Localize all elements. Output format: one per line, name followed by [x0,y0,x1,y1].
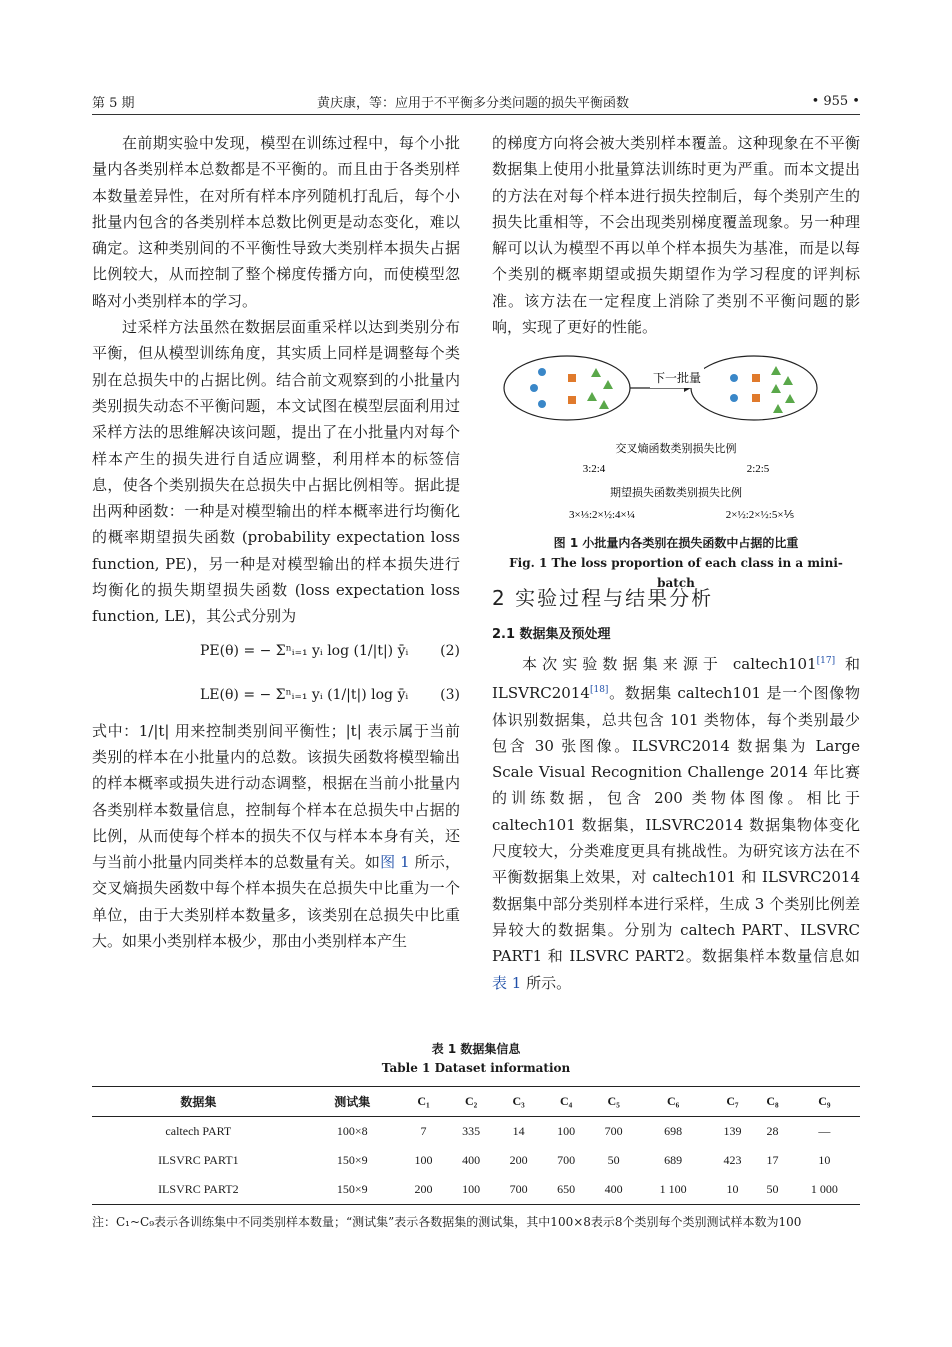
class-triangle-icon [587,392,597,401]
class-square-icon [568,396,576,404]
exp-ratio-left: 3×⅓:2×½:4×¼ [569,509,635,522]
table-row [92,1117,860,1147]
table-cell: 100×8 [336,1124,368,1138]
header-rule [92,114,860,115]
table-cell: ILSVRC PART1 [158,1153,239,1167]
table-cell: 700 [509,1182,528,1196]
figure-1 [492,344,860,590]
table-header: 测试集 [334,1095,371,1109]
table-cell: 14 [512,1124,525,1138]
table-header: C₇ [726,1094,739,1108]
table-cell: 28 [766,1124,779,1138]
left-column [92,130,460,954]
running-title: 黄庆康，等：应用于不平衡多分类问题的损失平衡函数 [317,95,630,111]
class-circle-icon [530,384,538,392]
table-cell: 700 [557,1153,576,1167]
table-cell: 689 [664,1153,683,1167]
table-1 [92,1040,860,1233]
equation-2 [92,630,460,674]
table-cell: 150×9 [336,1182,368,1196]
exp-ratio-title: 期望损失函数类别损失比例 [610,486,742,500]
table-header: C₄ [560,1094,573,1108]
table-header: C₅ [607,1094,620,1108]
table-cell: — [818,1124,831,1138]
paragraph: 式中：1/|t| 用来控制类别间平衡性；|t| 表示属于当前类别的样本在小批量内的总数。该损失函数将模型输出的样本概率或损失进行动态调整，根据在当前小批量内各类别样本数量信息，控制每个样本在总损失中占据的比例，从而使每个样本的损失不仅与样本本身有关，还与当前小批量内同类样本的总数量有关。如图 1 所示，交叉熵损失函数中每个样本损失在总损失中比重为一个单位，由于大类别样本数量多，该类别在总损失中比重大。如果小类别样本极少，那由小类别样本产生 [92,721,460,951]
table-header-row [92,1087,860,1117]
class-triangle-icon [773,404,783,413]
ce-ratio-left: 3:2:4 [582,463,606,476]
exp-ratio-right: 2×½:2×½:5×⅕ [725,509,795,522]
table-cell: 650 [557,1182,576,1196]
table-cell: 10 [726,1182,739,1196]
class-circle-icon [730,374,738,382]
ce-ratio-right: 2:2:5 [746,463,770,476]
table-header: C₃ [512,1094,525,1108]
section-title: 2 实验过程与结果分析 [492,586,714,611]
table-cell: 7 [420,1124,427,1138]
table-cell: 100 [414,1153,433,1167]
table-cell: 50 [766,1182,779,1196]
table-cell: 150×9 [336,1153,368,1167]
table-cell: 200 [509,1153,528,1167]
table-header: 数据集 [180,1095,217,1109]
equation-number: (3) [440,687,460,704]
table-caption-en: Table 1 Dataset information [381,1061,571,1075]
table-link[interactable]: 表 1 [492,973,522,992]
table-note: 注：C₁~C₉表示各训练集中不同类别样本数量；“测试集”表示各数据集的测试集，其中100×8表示8个类别每个类别测试样本数为100 [92,1215,802,1229]
table-cell: 10 [818,1153,831,1167]
table-row [92,1175,860,1205]
ce-ratio-title: 交叉熵函数类别损失比例 [615,442,737,456]
table-cell: 1 000 [810,1182,838,1196]
table-cell: 100 [462,1182,481,1196]
table-cell: 700 [604,1124,623,1138]
citation-link[interactable]: [17] [816,655,836,666]
class-triangle-icon [599,400,609,409]
paragraph: 本次实验数据集来源于 caltech101[17] 和 ILSVRC2014[18]。数据集 caltech101 是一个图像物体识别数据集，总共包含 101 类物体，每个类别最少包含 30 张图像。ILSVRC2014 数据集为 Large Scale Visual Recognition Challenge 2014 年比赛的训练数据，包含 200 类物体图像。相比于 caltech101 数据集，ILSVRC2014 数据集物体变化尺度较大，分类难度更具有挑战性。为研究该方法在不平衡数据集上效果，对 caltech101 和 ILSVRC2014 数据集中部分类别样本进行采样，生成 3 个类别比例差异较大的数据集。分别为 caltech PART、ILSVRC PART1 和 ILSVRC PART2。数据集样本数量信息如表 1 所示。 [492,654,860,992]
paragraph: 在前期实验中发现，模型在训练过程中，每个小批量内各类别样本总数都是不平衡的。而且由于各类别样本数量差异性，在对所有样本序列随机打乱后，每个小批量内包含的各类别样本总数比例更是动态变化，难以确定。这种类别间的不平衡性导致大类别样本损失占据比例较大，从而控制了整个梯度传播方向，而使模型忽略对小类别样本的学习。 [92,134,460,310]
table-cell: 1 100 [659,1182,687,1196]
class-circle-icon [538,368,546,376]
subsection-title: 2.1 数据集及预处理 [492,626,611,642]
table-cell: 200 [414,1182,433,1196]
figure-link[interactable]: 图 1 [380,853,410,872]
class-triangle-icon [785,394,795,403]
table-cell: 698 [664,1124,683,1138]
citation-link[interactable]: [18] [589,685,609,696]
class-circle-icon [730,394,738,402]
class-triangle-icon [603,380,613,389]
class-circle-icon [538,400,546,408]
table-cell: 400 [462,1153,481,1167]
table-header: C₈ [766,1094,779,1108]
issue-number: 第 5 期 [92,95,135,111]
table-header: C₁ [417,1094,430,1108]
table-cell: 100 [557,1124,576,1138]
class-square-icon [568,374,576,382]
class-triangle-icon [771,384,781,393]
table-cell: 335 [462,1124,481,1138]
equation-3 [92,674,460,718]
class-triangle-icon [783,376,793,385]
table-cell: 139 [723,1124,742,1138]
class-square-icon [752,374,760,382]
table-cell: 50 [607,1153,620,1167]
equation-body: PE(θ) = − Σⁿᵢ₌₁ yᵢ log (1/|t|) ȳᵢ [200,643,409,660]
table-row [92,1146,860,1175]
class-triangle-icon [771,366,781,375]
paragraph: 的梯度方向将会被大类别样本覆盖。这种现象在不平衡数据集上使用小批量算法训练时更为严重。而本文提出的方法在对每个样本进行损失控制后，每个类别产生的损失比重相等，不会出现类别梯度覆盖现象。另一种理解可以认为模型不再以单个样本损失为基准，而是以每个类别的概率期望或损失期望作为学习程度的评判标准。该方法在一定程度上消除了类别不平衡问题的影响，实现了更好的性能。 [492,134,860,337]
right-column [492,130,860,996]
page-number: • 955 • [811,93,860,109]
figure-caption-cn: 图 1 小批量内各类别在损失函数中占据的比重 [553,535,799,550]
table-header: C₉ [818,1094,831,1108]
dataset-table [92,1086,860,1205]
figure-diagram [492,344,860,524]
equation-number: (2) [440,643,460,660]
table-cell: ILSVRC PART2 [158,1182,239,1196]
arrow-label: 下一批量 [652,371,702,386]
equation-body: LE(θ) = − Σⁿᵢ₌₁ yᵢ (1/|t|) log ȳᵢ [200,687,409,704]
running-header [92,90,860,112]
figure-caption-en: Fig. 1 The loss proportion of each class in a mini-batch [509,555,843,590]
table-cell: caltech PART [165,1124,232,1138]
table-cell: 17 [766,1153,779,1167]
table-header: C₂ [464,1094,478,1108]
minibatch-ellipse-right [691,356,817,420]
table-cell: 400 [604,1182,623,1196]
class-triangle-icon [591,368,601,377]
class-square-icon [752,394,760,402]
paragraph: 过采样方法虽然在数据层面重采样以达到类别分布平衡，但从模型训练角度，其实质上同样是调整每个类别在总损失中的占据比例。结合前文观察到的小批量内类别损失动态不平衡问题，本文试图在模型层面利用过采样方法的思维解决该问题，提出了在小批量内对每个样本产生的损失进行自适应调整，利用样本的标签信息，使各个类别损失在总损失中占据比例相等。据此提出两种函数：一种是对模型输出的样本概率进行均衡化的概率期望损失函数 (probability expectation loss function, PE)，另一种是对模型输出的样本损失进行均衡化的损失期望损失函数 (loss expectation loss function, LE)，其公式分别为 [92,318,460,626]
table-cell: 423 [723,1153,742,1167]
table-caption-cn: 表 1 数据集信息 [431,1042,521,1056]
table-header: C₆ [666,1094,680,1108]
